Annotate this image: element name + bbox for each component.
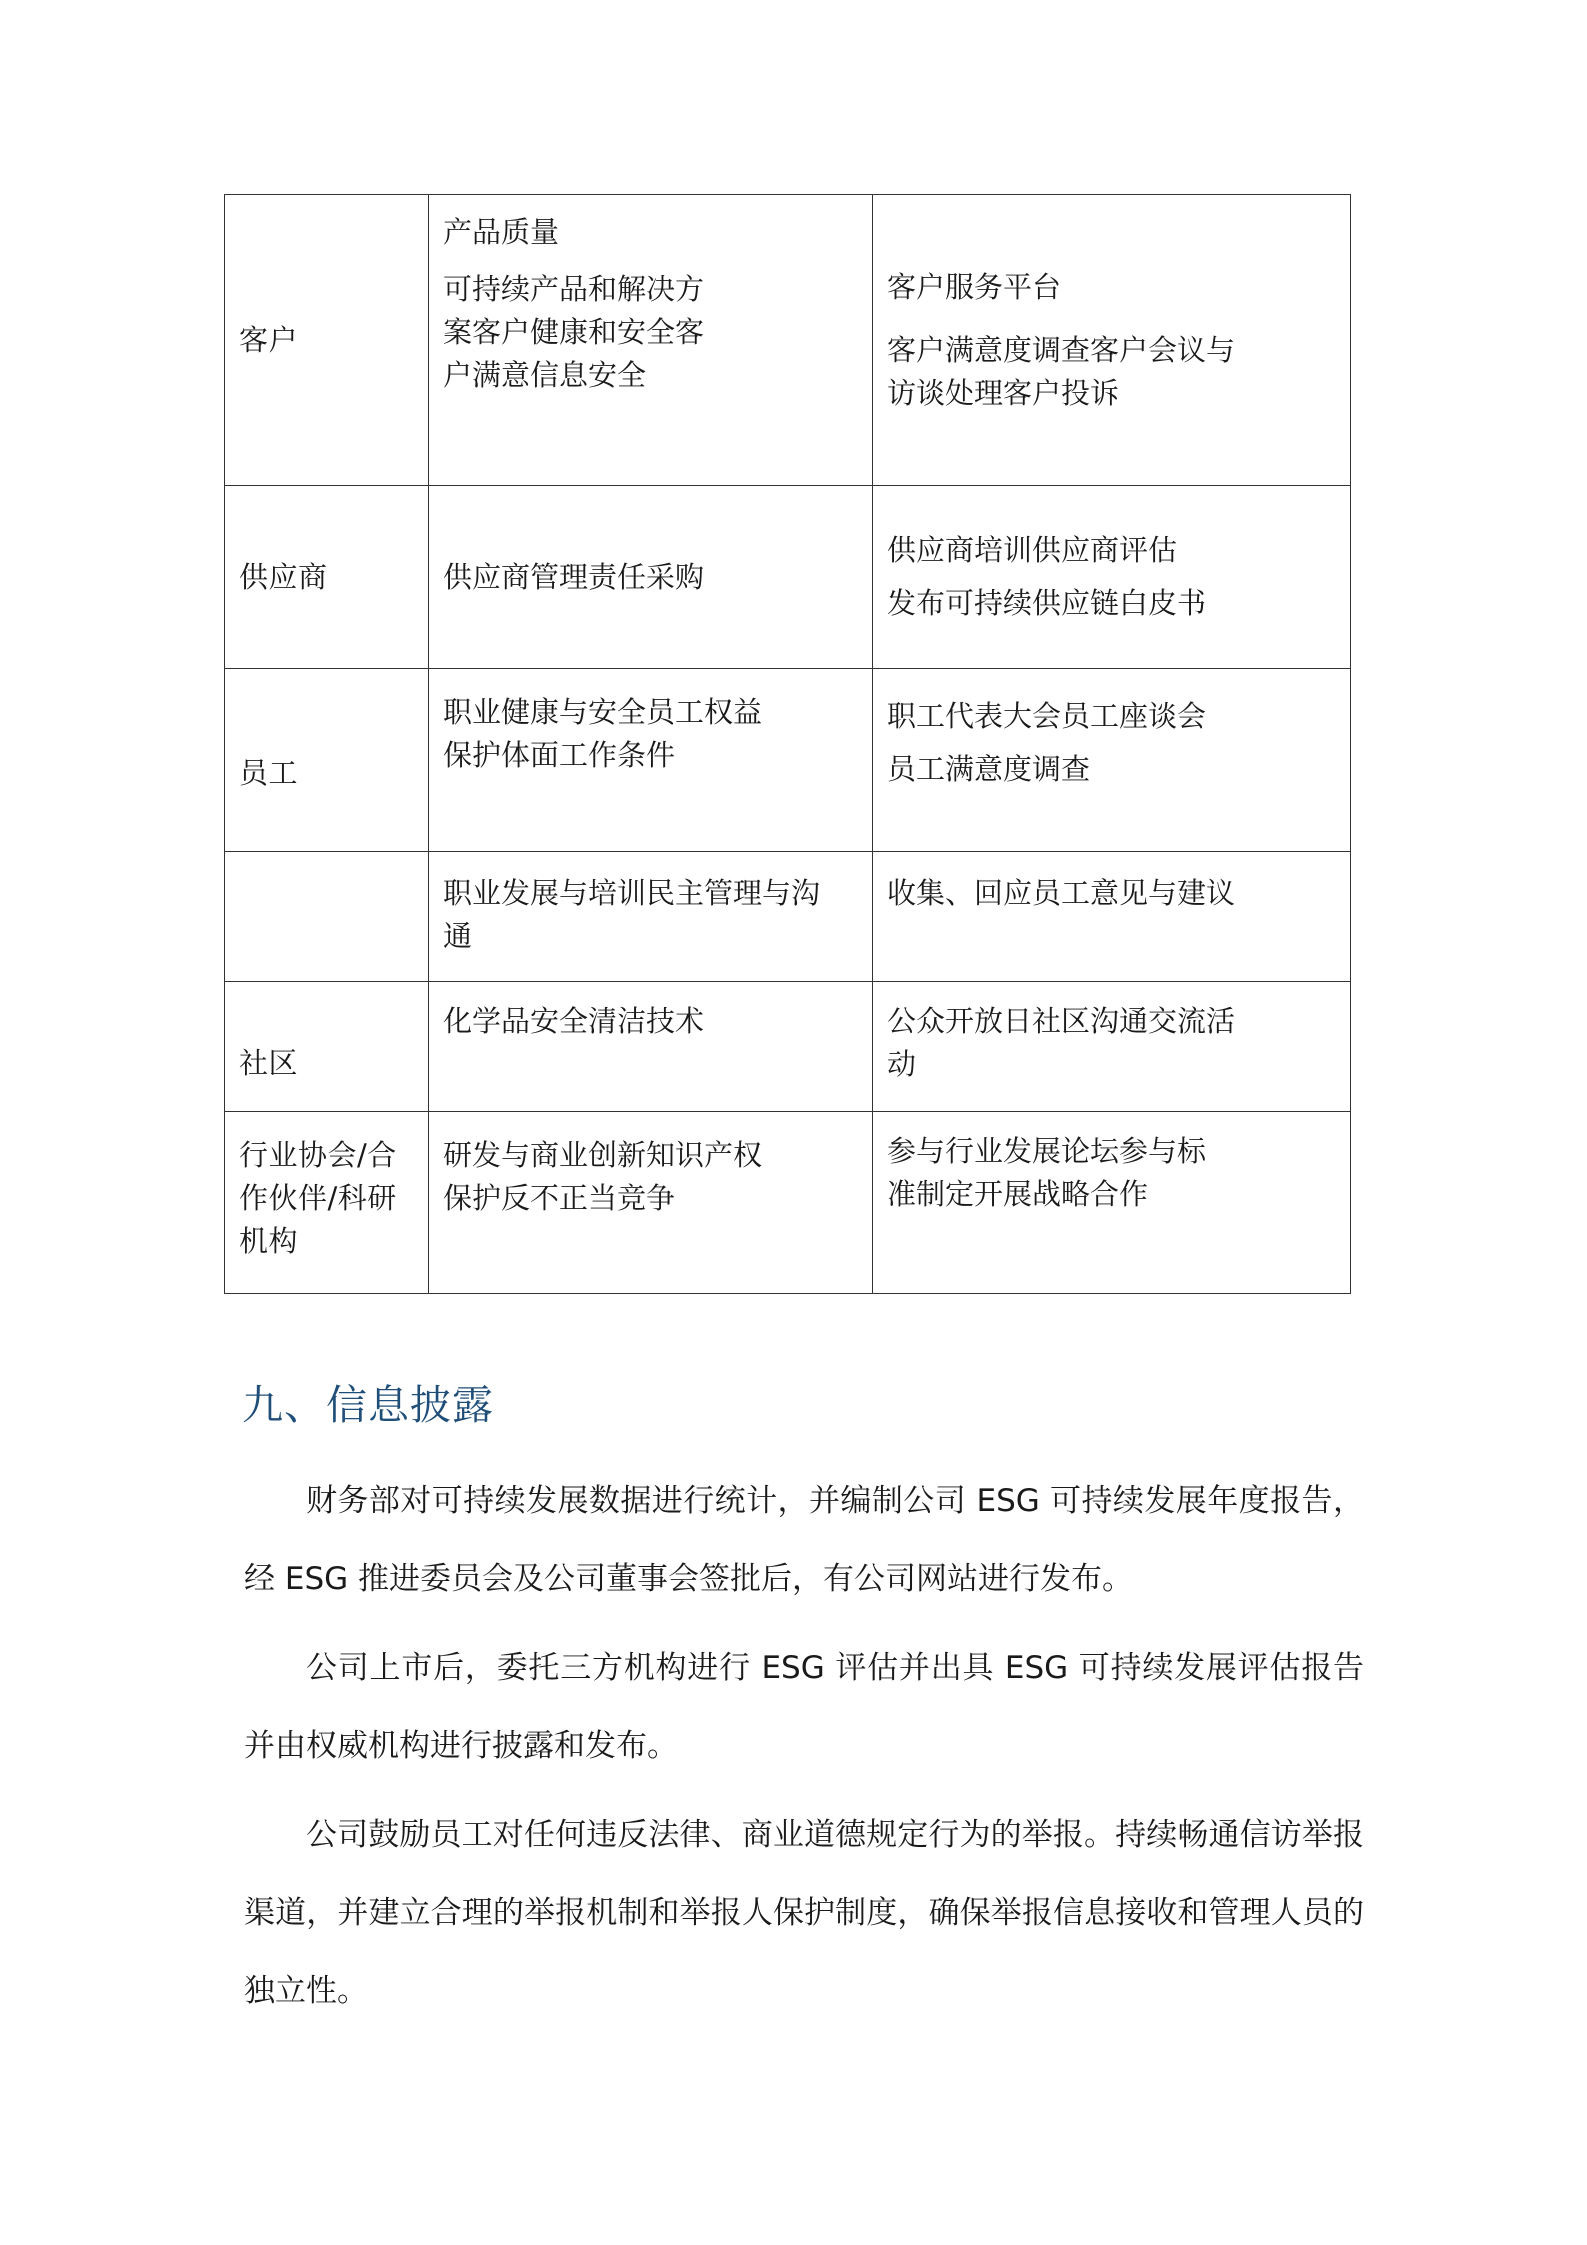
- channel-line: 公众开放日社区沟通交流活: [887, 1004, 1236, 1038]
- concerns-text: [443, 1000, 858, 1043]
- channels-text: [887, 1000, 1336, 1086]
- concern-line: 保护反不正当竞争: [443, 1181, 676, 1215]
- table-row: [225, 1112, 1351, 1294]
- stakeholder-cell: [225, 852, 429, 982]
- channel-line: 动: [887, 1047, 917, 1081]
- concerns-cell: [429, 852, 873, 982]
- concern-line: 供应商管理责任采购: [443, 559, 705, 594]
- body-paragraph: 财务部对可持续发展数据进行统计，并编制公司 ESG 可持续发展年度报告，经 ESG 推进委员会及公司董事会签批后，有公司网站进行发布。: [244, 1483, 1364, 1597]
- channels-text: [887, 266, 1336, 415]
- table-row: [225, 669, 1351, 852]
- concern-line: 通: [443, 919, 473, 953]
- concern-line: 保护体面工作条件: [443, 738, 676, 772]
- table-row: [225, 852, 1351, 982]
- channel-line: 访谈处理客户投诉: [887, 375, 1120, 410]
- concerns-cell: [429, 195, 873, 486]
- stakeholder-name: 社区: [239, 1046, 299, 1080]
- stakeholder-name: 供应商: [239, 559, 328, 594]
- concern-line: 产品质量: [443, 215, 560, 249]
- channels-cell: [873, 982, 1351, 1112]
- channel-line: 员工满意度调查: [887, 752, 1091, 786]
- channel-line: 客户服务平台: [887, 269, 1062, 304]
- stakeholder-cell: [225, 195, 429, 486]
- stakeholder-line: 作伙伴/科研: [239, 1181, 397, 1215]
- concerns-text: [443, 872, 858, 958]
- stakeholder-table: [224, 194, 1351, 1294]
- concern-line: 案客户健康和安全客: [443, 315, 705, 349]
- channel-line: 供应商培训供应商评估: [887, 533, 1178, 567]
- stakeholder-cell: [225, 1112, 429, 1294]
- concern-line: 化学品安全清洁技术: [443, 1004, 705, 1038]
- body-paragraph: 公司鼓励员工对任何违反法律、商业道德规定行为的举报。持续畅通信访举报渠道，并建立合理的举报机制和举报人保护制度，确保举报信息接收和管理人员的独立性。: [244, 1817, 1364, 2009]
- channels-cell: [873, 1112, 1351, 1294]
- channels-cell: [873, 195, 1351, 486]
- concerns-cell: [429, 982, 873, 1112]
- body-paragraph: 公司上市后，委托三方机构进行 ESG 评估并出具 ESG 可持续发展评估报告并由权威机构进行披露和发布。: [244, 1650, 1364, 1764]
- stakeholder-name: 员工: [239, 756, 299, 790]
- channel-line: 准制定开展战略合作: [887, 1177, 1149, 1211]
- stakeholder-line: 行业协会/合: [239, 1138, 397, 1172]
- channels-cell: [873, 669, 1351, 852]
- section-heading: 九、信息披露: [242, 1381, 494, 1429]
- channels-text: [887, 872, 1336, 915]
- stakeholder-cell: [225, 982, 429, 1112]
- table-row: [225, 486, 1351, 669]
- table-row: [225, 982, 1351, 1112]
- concerns-cell: [429, 669, 873, 852]
- channel-line: 参与行业发展论坛参与标: [887, 1134, 1207, 1168]
- channels-text: [887, 1130, 1336, 1216]
- concern-line: 职业健康与安全员工权益: [443, 695, 763, 729]
- concern-line: 户满意信息安全: [443, 358, 647, 392]
- channel-line: 收集、回应员工意见与建议: [887, 876, 1236, 910]
- concerns-cell: [429, 486, 873, 669]
- stakeholder-name: [239, 1134, 414, 1263]
- concerns-cell: [429, 1112, 873, 1294]
- concerns-text: [443, 1134, 858, 1220]
- channels-text: [887, 529, 1336, 625]
- concern-line: 职业发展与培训民主管理与沟: [443, 876, 821, 910]
- channel-line: 发布可持续供应链白皮书: [887, 586, 1207, 620]
- stakeholder-cell: [225, 669, 429, 852]
- channels-text: [887, 695, 1336, 791]
- channels-cell: [873, 852, 1351, 982]
- channels-cell: [873, 486, 1351, 669]
- concern-line: 研发与商业创新知识产权: [443, 1138, 763, 1172]
- concern-line: 可持续产品和解决方: [443, 272, 705, 306]
- channel-line: 职工代表大会员工座谈会: [887, 699, 1207, 733]
- concerns-text: [443, 691, 858, 777]
- stakeholder-cell: [225, 486, 429, 669]
- concerns-text: [443, 211, 858, 397]
- stakeholder-line: 机构: [239, 1224, 299, 1258]
- channel-line: 客户满意度调查客户会议与: [887, 332, 1236, 367]
- concerns-text: [443, 556, 858, 599]
- stakeholder-name: 客户: [239, 322, 299, 357]
- table-row: [225, 195, 1351, 486]
